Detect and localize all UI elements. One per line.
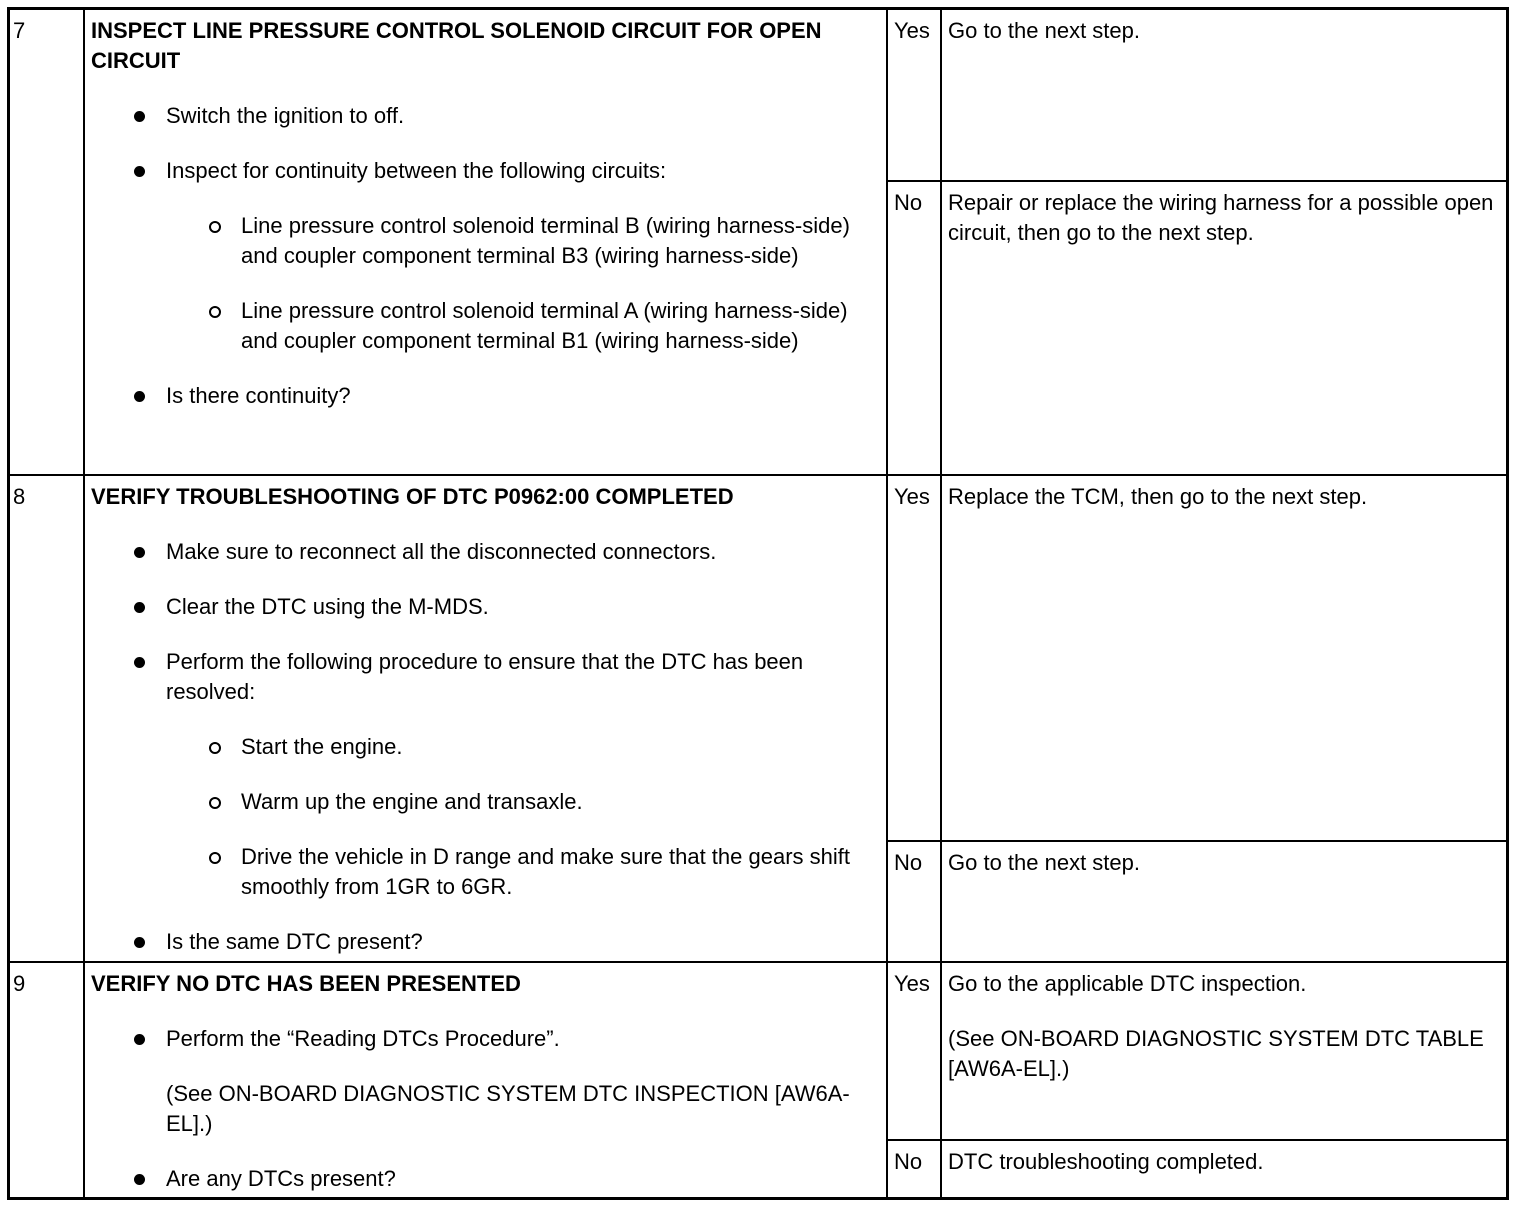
list-item-text: Switch the ignition to off. — [166, 103, 405, 128]
list-item — [91, 381, 876, 411]
list-item — [91, 1164, 876, 1194]
result-text: (See ON-BOARD DIAGNOSTIC SYSTEM DTC TABLE [AW6A-EL].) — [948, 1026, 1484, 1081]
result-cell — [942, 10, 1506, 474]
action-cell — [85, 963, 888, 1197]
yes-result — [942, 10, 1506, 182]
list-item — [91, 296, 876, 356]
yes-no-cell — [888, 963, 942, 1197]
bullet-icon — [134, 937, 145, 948]
list-item — [91, 647, 876, 707]
list-item-text: Perform the following procedure to ensure that the DTC has been resolved: — [166, 649, 804, 704]
list-item — [91, 101, 876, 131]
bullet-icon — [134, 657, 145, 668]
step-title: INSPECT LINE PRESSURE CONTROL SOLENOID CIRCUIT FOR OPEN CIRCUIT — [91, 18, 822, 73]
result-text: Go to the applicable DTC inspection. — [948, 971, 1307, 996]
table-row — [10, 10, 1506, 476]
list-item — [91, 211, 876, 271]
yes-no-cell — [888, 476, 942, 961]
troubleshooting-table — [7, 7, 1509, 1200]
list-item-text: Line pressure control solenoid terminal B (wiring harness-side) and coupler component terminal B3 (wiring harness-side) — [241, 213, 850, 268]
list-item-text: Line pressure control solenoid terminal A (wiring harness-side) and coupler component terminal B1 (wiring harness-side) — [241, 298, 848, 353]
action-cell — [85, 10, 888, 474]
result-text: Go to the next step. — [948, 850, 1141, 875]
result-cell — [942, 963, 1506, 1197]
table-row — [10, 476, 1506, 963]
no-result — [942, 1141, 1506, 1197]
list-item-text: Start the engine. — [241, 734, 403, 759]
list-item-text: Perform the “Reading DTCs Procedure”. — [166, 1026, 560, 1051]
yes-label: Yes — [888, 10, 940, 182]
list-item — [91, 732, 876, 762]
bullet-icon — [134, 111, 145, 122]
list-item-text: Is there continuity? — [166, 383, 351, 408]
step-title: VERIFY TROUBLESHOOTING OF DTC P0962:00 COMPLETED — [91, 484, 734, 509]
list-item-text: Drive the vehicle in D range and make sure that the gears shift smoothly from 1GR to 6GR. — [241, 844, 850, 899]
step-title: VERIFY NO DTC HAS BEEN PRESENTED — [91, 971, 521, 996]
no-result — [942, 842, 1506, 961]
no-result — [942, 182, 1506, 474]
list-item-text: Inspect for continuity between the following circuits: — [166, 158, 667, 183]
list-item — [91, 156, 876, 186]
bullet-icon — [134, 391, 145, 402]
yes-result — [942, 963, 1506, 1141]
list-item — [91, 1024, 876, 1054]
yes-label: Yes — [888, 476, 940, 842]
circle-bullet-icon — [209, 221, 221, 233]
list-item — [91, 1079, 876, 1139]
yes-no-cell — [888, 10, 942, 474]
circle-bullet-icon — [209, 306, 221, 318]
list-item-text: Is the same DTC present? — [166, 929, 423, 954]
bullet-icon — [134, 1034, 145, 1045]
list-item — [91, 592, 876, 622]
no-label: No — [894, 850, 923, 875]
bullet-icon — [134, 166, 145, 177]
list-item-text: Make sure to reconnect all the disconnected connectors. — [166, 539, 717, 564]
list-item-text: Clear the DTC using the M-MDS. — [166, 594, 489, 619]
yes-result — [942, 476, 1506, 842]
result-cell — [942, 476, 1506, 961]
action-cell — [85, 476, 888, 961]
yes-label: Yes — [888, 963, 940, 1141]
result-text: Replace the TCM, then go to the next step. — [948, 484, 1368, 509]
list-item-text: (See ON-BOARD DIAGNOSTIC SYSTEM DTC INSPECTION [AW6A-EL].) — [166, 1081, 850, 1136]
no-label: No — [894, 1149, 923, 1174]
list-item — [91, 537, 876, 567]
circle-bullet-icon — [209, 797, 221, 809]
bullet-icon — [134, 1174, 145, 1185]
list-item-text: Are any DTCs present? — [166, 1166, 396, 1191]
list-item — [91, 927, 876, 957]
list-item-text: Warm up the engine and transaxle. — [241, 789, 583, 814]
bullet-icon — [134, 547, 145, 558]
step-number: 8 — [10, 476, 85, 961]
bullet-icon — [134, 602, 145, 613]
circle-bullet-icon — [209, 742, 221, 754]
list-item — [91, 842, 876, 902]
list-item — [91, 787, 876, 817]
no-label: No — [894, 190, 923, 215]
circle-bullet-icon — [209, 852, 221, 864]
result-text: Repair or replace the wiring harness for a possible open circuit, then go to the next step. — [948, 190, 1494, 245]
table-row — [10, 963, 1506, 1197]
step-number: 9 — [10, 963, 85, 1197]
result-text: DTC troubleshooting completed. — [948, 1149, 1264, 1174]
result-text: Go to the next step. — [948, 18, 1141, 43]
step-number: 7 — [10, 10, 85, 474]
